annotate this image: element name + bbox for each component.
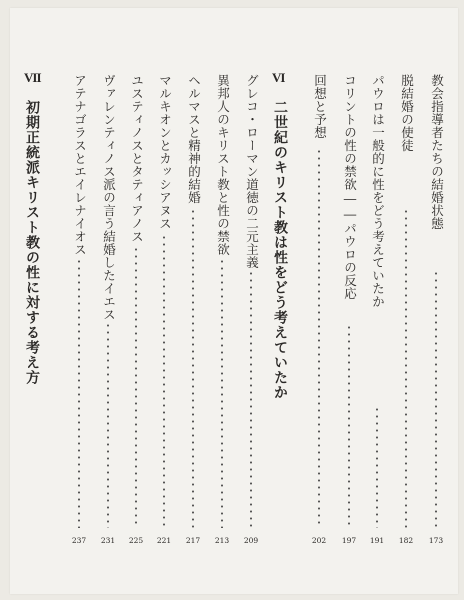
toc-entry <box>430 74 443 230</box>
toc-leader-dots <box>346 324 352 528</box>
toc-entry-text: ユスティノスとタティアノス <box>129 74 145 243</box>
chapter-title: 二世紀のキリスト教は性をどう考えていたか <box>272 100 288 400</box>
toc-leader-dots <box>161 234 167 528</box>
toc-page-number: 225 <box>128 536 144 545</box>
chapter-numeral: VI <box>272 70 285 85</box>
toc-page-number: 221 <box>156 536 172 545</box>
toc-entry-text: 脱結婚の使徒 <box>399 74 415 152</box>
toc-page-number: 182 <box>398 536 414 545</box>
toc-leader-dots <box>248 270 254 528</box>
toc-page-number: 197 <box>341 536 357 545</box>
toc-entry-text: パウロは一般的に性をどう考えていたか <box>370 74 386 308</box>
toc-entry <box>73 74 86 256</box>
toc-page-number: 237 <box>71 536 87 545</box>
toc-leader-dots <box>219 258 225 528</box>
toc-leader-dots <box>190 208 196 528</box>
toc-entry <box>245 74 258 269</box>
toc-entry-text: 回想と予想 <box>312 74 328 139</box>
toc-entry <box>216 74 229 256</box>
toc-page-number: 191 <box>369 536 385 545</box>
toc-entry <box>343 74 356 300</box>
toc-entry <box>400 74 413 152</box>
toc-entry <box>313 74 326 139</box>
toc-entry-text: ヴァレンティノス派の言う結婚したイエス <box>101 74 117 321</box>
toc-page-number: 213 <box>214 536 230 545</box>
toc-leader-dots <box>133 246 139 528</box>
toc-page-number: 173 <box>428 536 444 545</box>
toc-entry <box>371 74 384 308</box>
toc-page-number: 231 <box>100 536 116 545</box>
toc-page-number: 209 <box>243 536 259 545</box>
book-page <box>10 8 458 594</box>
toc-leader-dots <box>374 406 380 528</box>
toc-entry-text: マルキオンとカッシアヌス <box>157 74 173 230</box>
toc-leader-dots <box>433 270 439 528</box>
toc-entry-text: ヘルマスと精神的結婚 <box>186 74 202 204</box>
toc-entry <box>130 74 143 243</box>
toc-entry <box>187 74 200 204</box>
toc-entry-text: グレコ・ローマン道徳の二元主義 <box>244 74 260 269</box>
toc-leader-dots <box>76 258 82 528</box>
toc-entry-text: アテナゴラスとエイレナイオス <box>72 74 88 256</box>
toc-leader-dots <box>316 148 322 528</box>
toc-leader-dots <box>105 322 111 528</box>
toc-entry-text: 異邦人のキリスト教と性の禁欲 <box>215 74 231 256</box>
toc-entry <box>158 74 171 230</box>
chapter-numeral: VII <box>24 70 41 85</box>
toc-entry-text: 教会指導者たちの結婚状態 <box>429 74 445 230</box>
toc-entry <box>102 74 115 321</box>
toc-leader-dots <box>403 208 409 528</box>
toc-page-number: 217 <box>185 536 201 545</box>
chapter-title: 初期正統派キリスト教の性に対する考え方 <box>24 100 40 385</box>
toc-entry-text: コリントの性の禁欲――パウロの反応 <box>342 74 358 300</box>
toc-page-number: 202 <box>311 536 327 545</box>
